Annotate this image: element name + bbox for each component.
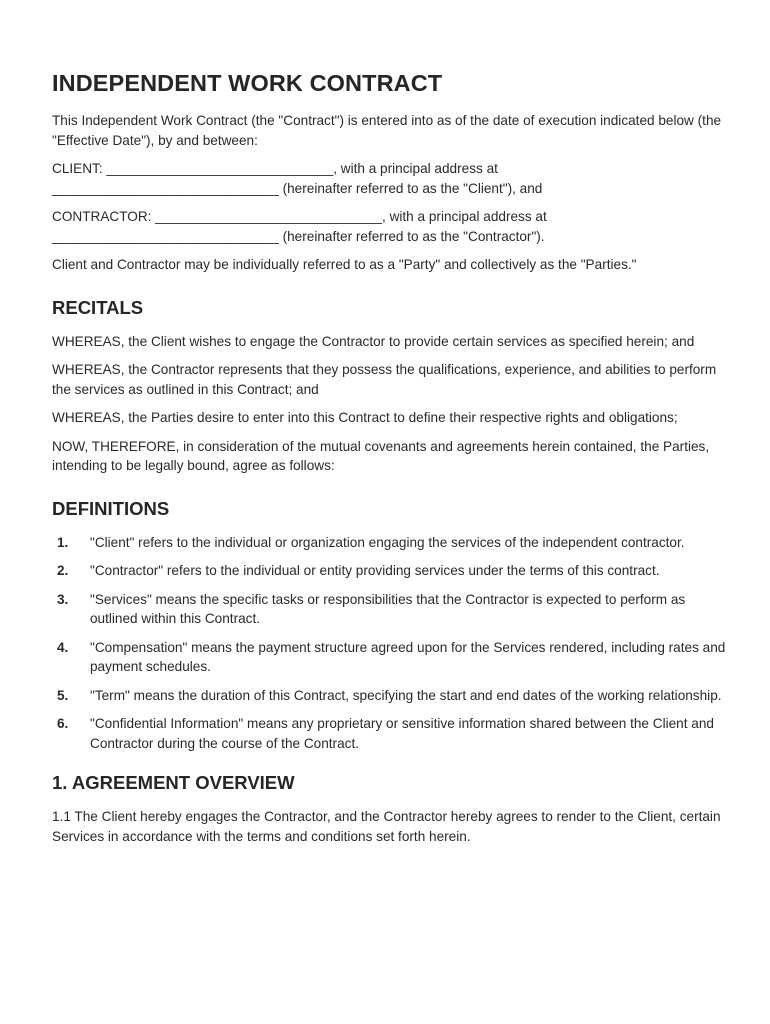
recital-paragraph: NOW, THEREFORE, in consideration of the mutual covenants and agreements herein contained, the Parties, intending to be legally bound, agree as follows: (52, 438, 710, 473)
definition-number: 1. (57, 534, 69, 550)
definition-item (52, 686, 732, 706)
definition-item (52, 590, 732, 629)
definition-item (52, 561, 732, 581)
definition-number: 6. (57, 716, 69, 731)
definition-number: 2. (57, 563, 69, 578)
client-line-2: ______________________________ (hereinafter referred to as the "Client"), and (52, 180, 543, 196)
definition-text: "Compensation" means the payment structure agreed upon for the Services rendered, including rates and payment schedules. (90, 639, 726, 674)
contract-page (52, 70, 732, 846)
document-title: INDEPENDENT WORK CONTRACT (52, 70, 443, 96)
recitals-heading: RECITALS (52, 296, 144, 318)
definitions-list (52, 533, 732, 754)
definition-item (52, 714, 732, 753)
contractor-block (52, 207, 732, 246)
parties-paragraph: Client and Contractor may be individually referred to as a "Party" and collectively as the "Parties." (52, 257, 637, 272)
definition-number: 5. (57, 687, 69, 703)
definition-item (52, 638, 732, 677)
definition-number: 3. (57, 591, 69, 607)
intro-paragraph: This Independent Work Contract (the "Contract") is entered into as of the date of execution indicated below (the "Effective Date"), by and between: (52, 113, 722, 148)
agreement-overview-heading: 1. AGREEMENT OVERVIEW (52, 772, 295, 793)
client-block (52, 159, 732, 198)
definition-text: "Confidential Information" means any proprietary or sensitive information shared between the Client and Contractor during the course of the Contract. (90, 716, 714, 751)
definition-number: 4. (57, 639, 69, 655)
definition-text: "Contractor" refers to the individual or entity providing services under the terms of this contract. (90, 563, 660, 578)
definition-text: "Term" means the duration of this Contract, specifying the start and end dates of the working relationship. (90, 687, 722, 703)
recital-paragraph: WHEREAS, the Parties desire to enter into this Contract to define their respective rights and obligations; (52, 410, 678, 425)
contractor-line-1: CONTRACTOR: ______________________________, with a principal address at (52, 209, 547, 224)
recital-paragraph: WHEREAS, the Client wishes to engage the Contractor to provide certain services as specified herein; and (52, 333, 695, 349)
client-line-1: CLIENT: ______________________________, with a principal address at (52, 161, 498, 176)
definitions-heading: DEFINITIONS (52, 497, 170, 519)
definition-item (52, 533, 732, 553)
recital-paragraph: WHEREAS, the Contractor represents that they possess the qualifications, experience, and abilities to perform the services as outlined in this Contract; and (52, 362, 717, 397)
contractor-line-2: ______________________________ (hereinafter referred to as the "Contractor"). (52, 228, 545, 244)
definition-text: "Client" refers to the individual or organization engaging the services of the independent contractor. (90, 534, 685, 550)
definition-text: "Services" means the specific tasks or responsibilities that the Contractor is expected to perform as outlined within this Contract. (90, 591, 686, 626)
agreement-overview-paragraph: 1.1 The Client hereby engages the Contractor, and the Contractor hereby agrees to render to the Client, certain Services in accordance with the terms and conditions set forth herein. (52, 809, 721, 844)
